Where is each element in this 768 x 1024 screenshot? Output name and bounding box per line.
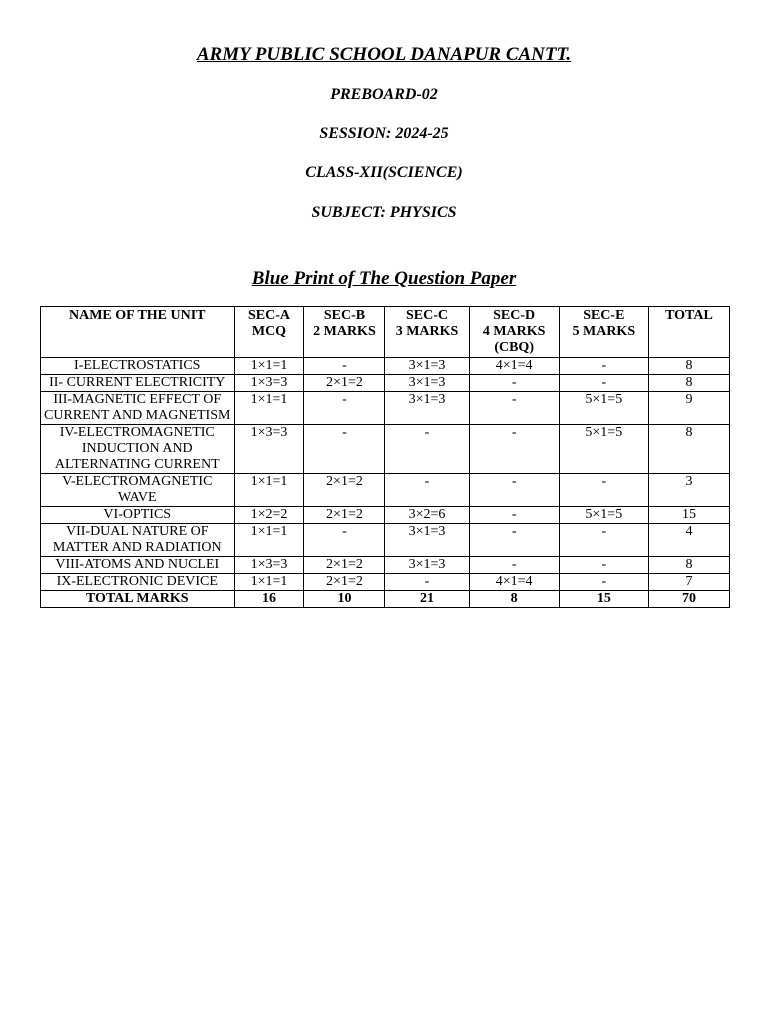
total-unit-name: TOTAL MARKS bbox=[41, 591, 235, 608]
cell-sec-d: 4×1=4 bbox=[469, 358, 559, 375]
header-sec-d: SEC-D 4 MARKS (CBQ) bbox=[469, 307, 559, 358]
exam-title: PREBOARD-02 bbox=[330, 86, 438, 103]
class-label: CLASS-XII(SCIENCE) bbox=[305, 164, 463, 181]
cell-sec-e: 5×1=5 bbox=[559, 425, 648, 474]
table-row bbox=[41, 425, 730, 474]
cell-sec-e: - bbox=[559, 474, 648, 507]
cell-sec-c: 3×1=3 bbox=[385, 358, 469, 375]
cell-sec-a: 1×2=2 bbox=[234, 507, 304, 524]
cell-sec-d: 4×1=4 bbox=[469, 574, 559, 591]
cell-sec-e: - bbox=[559, 358, 648, 375]
cell-sec-c: 3×1=3 bbox=[385, 557, 469, 574]
cell-unit-name: VII-DUAL NATURE OF MATTER AND RADIATION bbox=[41, 524, 235, 557]
total-sec-e: 15 bbox=[559, 591, 648, 608]
cell-sec-d: - bbox=[469, 474, 559, 507]
cell-sec-d: - bbox=[469, 375, 559, 392]
table-row bbox=[41, 358, 730, 375]
header-total: TOTAL bbox=[648, 307, 729, 358]
total-sec-c: 21 bbox=[385, 591, 469, 608]
cell-unit-name: II- CURRENT ELECTRICITY bbox=[41, 375, 235, 392]
cell-sec-c: 3×2=6 bbox=[385, 507, 469, 524]
table-row bbox=[41, 474, 730, 507]
table-row bbox=[41, 507, 730, 524]
cell-total: 8 bbox=[648, 375, 729, 392]
cell-sec-e: - bbox=[559, 557, 648, 574]
cell-sec-a: 1×1=1 bbox=[234, 574, 304, 591]
cell-unit-name: IX-ELECTRONIC DEVICE bbox=[41, 574, 235, 591]
cell-total: 8 bbox=[648, 358, 729, 375]
cell-sec-a: 1×1=1 bbox=[234, 358, 304, 375]
blueprint-title: Blue Print of The Question Paper bbox=[251, 268, 517, 289]
cell-sec-c: - bbox=[385, 425, 469, 474]
cell-sec-e: 5×1=5 bbox=[559, 392, 648, 425]
cell-sec-e: - bbox=[559, 574, 648, 591]
table-row bbox=[41, 574, 730, 591]
cell-sec-b: - bbox=[304, 425, 385, 474]
cell-sec-d: - bbox=[469, 524, 559, 557]
table-row bbox=[41, 392, 730, 425]
cell-sec-c: 3×1=3 bbox=[385, 392, 469, 425]
cell-sec-e: - bbox=[559, 524, 648, 557]
cell-sec-e: 5×1=5 bbox=[559, 507, 648, 524]
cell-total: 4 bbox=[648, 524, 729, 557]
cell-sec-a: 1×3=3 bbox=[234, 557, 304, 574]
cell-sec-c: 3×1=3 bbox=[385, 524, 469, 557]
cell-sec-b: - bbox=[304, 358, 385, 375]
cell-sec-b: 2×1=2 bbox=[304, 574, 385, 591]
cell-unit-name: III-MAGNETIC EFFECT OF CURRENT AND MAGNETISM bbox=[41, 392, 235, 425]
blueprint-table bbox=[40, 306, 730, 608]
header-unit: NAME OF THE UNIT bbox=[41, 307, 235, 358]
cell-sec-a: 1×3=3 bbox=[234, 375, 304, 392]
header-sec-b: SEC-B 2 MARKS bbox=[304, 307, 385, 358]
table-row bbox=[41, 557, 730, 574]
table-row bbox=[41, 524, 730, 557]
cell-sec-c: - bbox=[385, 574, 469, 591]
table-row bbox=[41, 375, 730, 392]
cell-sec-a: 1×1=1 bbox=[234, 474, 304, 507]
cell-sec-a: 1×3=3 bbox=[234, 425, 304, 474]
header-sec-c: SEC-C 3 MARKS bbox=[385, 307, 469, 358]
cell-sec-c: 3×1=3 bbox=[385, 375, 469, 392]
total-row bbox=[41, 591, 730, 608]
cell-sec-b: - bbox=[304, 392, 385, 425]
cell-total: 3 bbox=[648, 474, 729, 507]
cell-unit-name: V-ELECTROMAGNETIC WAVE bbox=[41, 474, 235, 507]
cell-sec-b: 2×1=2 bbox=[304, 507, 385, 524]
session-label: SESSION: 2024-25 bbox=[319, 125, 449, 142]
total-sec-a: 16 bbox=[234, 591, 304, 608]
cell-sec-c: - bbox=[385, 474, 469, 507]
total-sec-b: 10 bbox=[304, 591, 385, 608]
header-sec-a: SEC-A MCQ bbox=[234, 307, 304, 358]
cell-sec-b: - bbox=[304, 524, 385, 557]
cell-sec-a: 1×1=1 bbox=[234, 392, 304, 425]
cell-unit-name: VIII-ATOMS AND NUCLEI bbox=[41, 557, 235, 574]
cell-total: 8 bbox=[648, 425, 729, 474]
table-header-row bbox=[41, 307, 730, 358]
cell-total: 15 bbox=[648, 507, 729, 524]
subject-label: SUBJECT: PHYSICS bbox=[311, 204, 457, 221]
total-total: 70 bbox=[648, 591, 729, 608]
total-sec-d: 8 bbox=[469, 591, 559, 608]
cell-sec-d: - bbox=[469, 392, 559, 425]
cell-unit-name: I-ELECTROSTATICS bbox=[41, 358, 235, 375]
cell-unit-name: VI-OPTICS bbox=[41, 507, 235, 524]
school-name: ARMY PUBLIC SCHOOL DANAPUR CANTT. bbox=[196, 44, 572, 65]
cell-total: 9 bbox=[648, 392, 729, 425]
cell-sec-d: - bbox=[469, 425, 559, 474]
cell-sec-e: - bbox=[559, 375, 648, 392]
cell-sec-a: 1×1=1 bbox=[234, 524, 304, 557]
cell-sec-d: - bbox=[469, 557, 559, 574]
cell-total: 8 bbox=[648, 557, 729, 574]
cell-total: 7 bbox=[648, 574, 729, 591]
cell-sec-b: 2×1=2 bbox=[304, 375, 385, 392]
cell-sec-b: 2×1=2 bbox=[304, 557, 385, 574]
header-sec-e: SEC-E 5 MARKS bbox=[559, 307, 648, 358]
cell-sec-b: 2×1=2 bbox=[304, 474, 385, 507]
cell-unit-name: IV-ELECTROMAGNETIC INDUCTION AND ALTERNATING CURRENT bbox=[41, 425, 235, 474]
cell-sec-d: - bbox=[469, 507, 559, 524]
